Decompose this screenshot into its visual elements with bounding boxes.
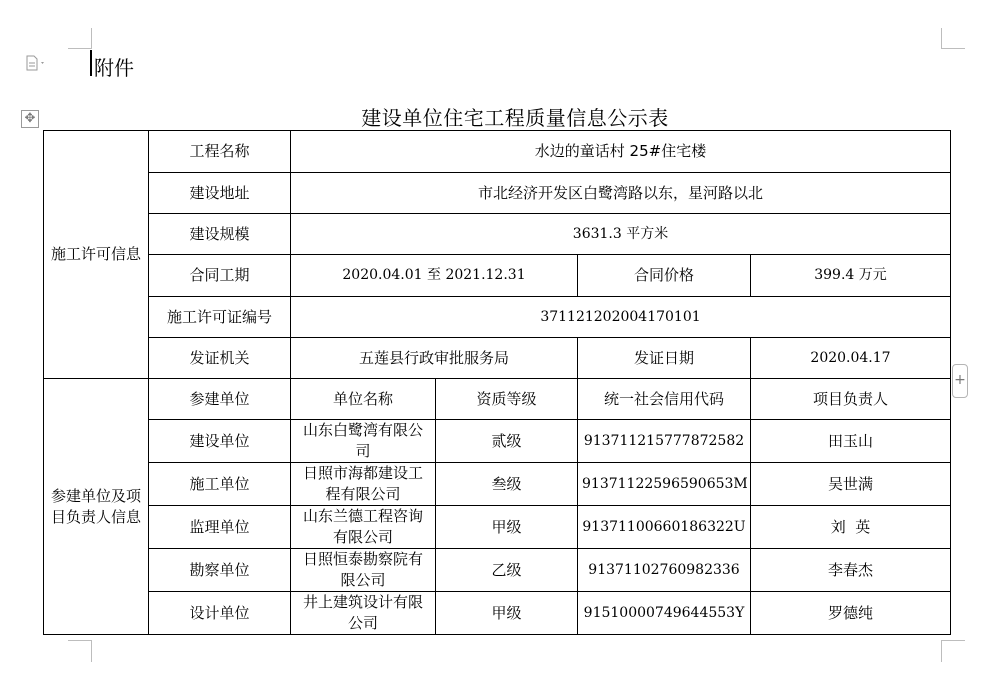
column-header: 资质等级 (436, 379, 578, 420)
participant-grade: 叁级 (436, 463, 578, 506)
column-header: 参建单位 (149, 379, 291, 420)
participant-leader: 吴世满 (751, 463, 951, 506)
info-table (43, 130, 951, 635)
table-title: 建设单位住宅工程质量信息公示表 (361, 106, 669, 130)
participant-leader: 李春杰 (751, 549, 951, 592)
add-column-icon[interactable]: + (952, 364, 968, 398)
address-value: 市北经济开发区白鹭湾路以东，星河路以北 (291, 173, 951, 214)
participant-grade: 贰级 (436, 420, 578, 463)
table-row (44, 131, 951, 173)
issue-date-label: 发证日期 (578, 338, 751, 379)
column-header: 项目负责人 (751, 379, 951, 420)
crop-mark (941, 640, 942, 662)
permit-section-label: 施工许可信息 (44, 131, 149, 379)
table-row (44, 420, 951, 463)
period-label: 合同工期 (149, 255, 291, 297)
participants-section-label: 参建单位及项目负责人信息 (44, 379, 149, 635)
crop-mark (91, 640, 92, 662)
participant-role: 设计单位 (149, 592, 291, 635)
participant-role: 勘察单位 (149, 549, 291, 592)
table-row (44, 173, 951, 214)
participant-grade: 甲级 (436, 592, 578, 635)
table-row (44, 338, 951, 379)
scale-value: 3631.3 平方米 (291, 214, 951, 255)
crop-mark (941, 48, 965, 49)
participant-leader: 刘 英 (751, 506, 951, 549)
project-name-value: 水边的童话村 25#住宅楼 (291, 131, 951, 173)
permit-number-value: 371121202004170101 (291, 297, 951, 338)
table-row (44, 214, 951, 255)
participant-code: 913711215777872582 (578, 420, 751, 463)
participant-grade: 甲级 (436, 506, 578, 549)
participant-name: 日照恒泰勘察院有限公司 (291, 549, 436, 592)
participant-name: 山东兰德工程咨询有限公司 (291, 506, 436, 549)
participant-leader: 田玉山 (751, 420, 951, 463)
issue-date-value: 2020.04.17 (751, 338, 951, 379)
participant-role: 监理单位 (149, 506, 291, 549)
participant-leader: 罗德纯 (751, 592, 951, 635)
participant-role: 建设单位 (149, 420, 291, 463)
participant-name: 井上建筑设计有限公司 (291, 592, 436, 635)
address-label: 建设地址 (149, 173, 291, 214)
price-label: 合同价格 (578, 255, 751, 297)
crop-mark (941, 640, 965, 641)
table-row (44, 379, 951, 420)
price-value: 399.4 万元 (751, 255, 951, 297)
crop-mark (91, 28, 92, 49)
authority-value: 五莲县行政审批服务局 (291, 338, 578, 379)
scale-label: 建设规模 (149, 214, 291, 255)
table-row (44, 549, 951, 592)
attachment-heading: 附件 (94, 56, 134, 80)
document-icon[interactable] (24, 55, 48, 71)
column-header: 单位名称 (291, 379, 436, 420)
table-row (44, 255, 951, 297)
participant-name: 山东白鹭湾有限公司 (291, 420, 436, 463)
authority-label: 发证机关 (149, 338, 291, 379)
participant-grade: 乙级 (436, 549, 578, 592)
period-value: 2020.04.01 至 2021.12.31 (291, 255, 578, 297)
participant-code: 91371100660186322U (578, 506, 751, 549)
text-cursor (90, 50, 92, 76)
column-header: 统一社会信用代码 (578, 379, 751, 420)
permit-number-label: 施工许可证编号 (149, 297, 291, 338)
table-row (44, 297, 951, 338)
crop-mark (68, 640, 92, 641)
participant-name: 日照市海都建设工程有限公司 (291, 463, 436, 506)
move-table-icon[interactable]: ✥ (21, 110, 39, 128)
table-row (44, 463, 951, 506)
participant-code: 91510000749644553Y (578, 592, 751, 635)
participant-code: 91371122596590653M (578, 463, 751, 506)
table-row (44, 506, 951, 549)
table-row (44, 592, 951, 635)
crop-mark (68, 48, 92, 49)
crop-mark (941, 28, 942, 49)
participant-role: 施工单位 (149, 463, 291, 506)
project-name-label: 工程名称 (149, 131, 291, 173)
participant-code: 91371102760982336 (578, 549, 751, 592)
